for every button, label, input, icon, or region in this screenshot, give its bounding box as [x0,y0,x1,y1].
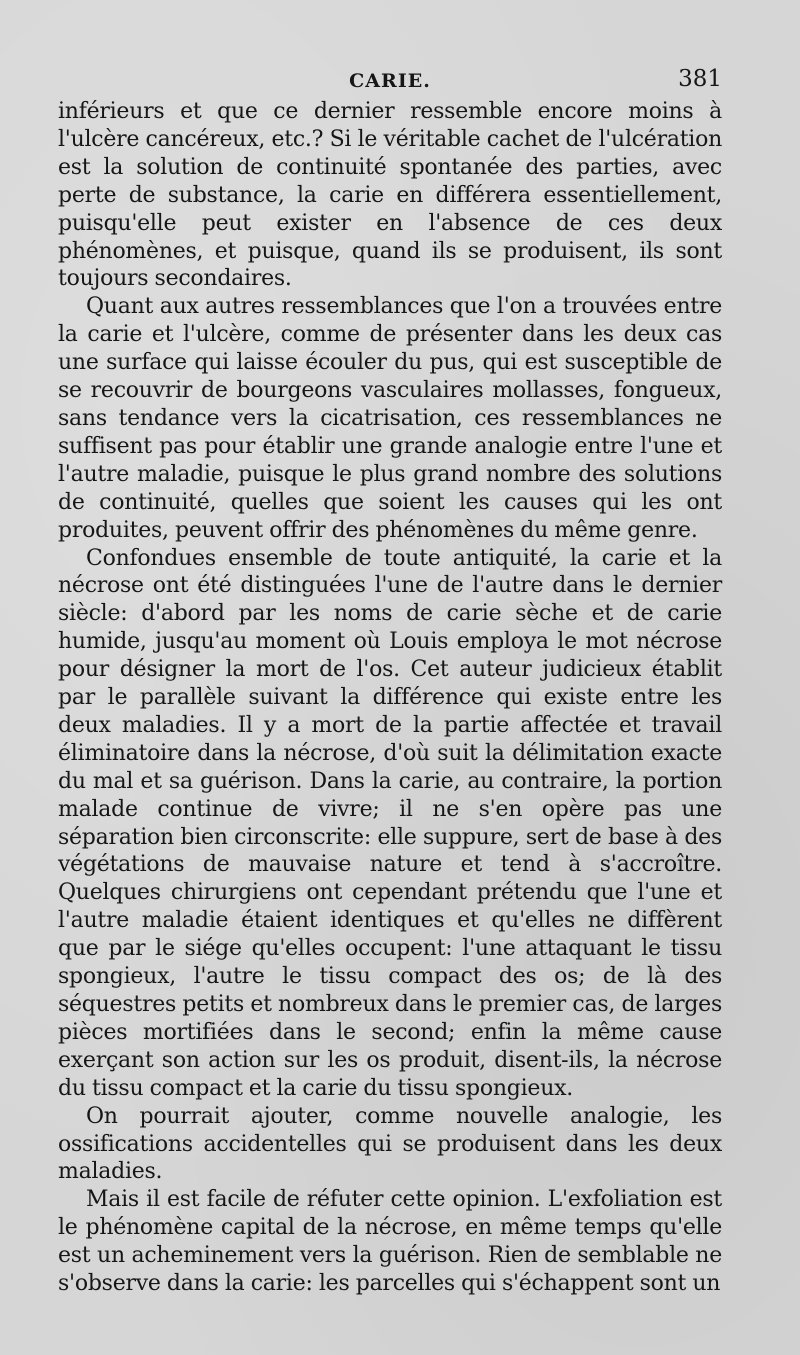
running-title: CARIE. [349,70,431,92]
body-text [58,98,722,1298]
paragraph: Quant aux autres ressemblances que l'on a trouvées entre la carie et l'ulcère, comme de présenter dans les deux cas une surface qui laisse écouler du pus, qui est susceptible de se recouvrir de bourgeons vasculaires mollasses, fongueux, sans tendance vers la cicatrisation, ces ressemblances ne suffisent pas pour établir une grande analogie entre l'une et l'autre maladie, puisque le plus grand nombre des solutions de continuité, quelles que soient les causes qui les ont produites, peuvent offrir des phénomènes du même genre. [58,294,722,543]
paragraph: Confondues ensemble de toute antiquité, la carie et la nécrose ont été distinguées l'une de l'autre dans le dernier siècle: d'abord par les noms de carie sèche et de carie humide, jusqu'au moment où Louis employa le mot nécrose pour désigner la mort de l'os. Cet auteur judicieux établit par le parallèle suivant la différence qui existe entre les deux maladies. Il y a mort de la partie affectée et travail éliminatoire dans la nécrose, d'où suit la délimitation exacte du mal et sa guérison. Dans la carie, au contraire, la portion malade continue de vivre; il ne s'en opère pas une séparation bien circonscrite: elle suppure, sert de base à des végétations de mauvaise nature et tend à s'accroître. Quelques chirurgiens ont cependant prétendu que l'une et l'autre maladie étaient identiques et qu'elles ne diffèrent que par le siége qu'elles occupent: l'une attaquant le tissu spongieux, l'autre le tissu compact des os; de là des séquestres petits et nombreux dans le premier cas, de larges pièces mortifiées dans le second; enfin la même cause exerçant son action sur les os produit, disent-ils, la nécrose du tissu compact et la carie du tissu spongieux. [58,545,722,1101]
paragraph: On pourrait ajouter, comme nouvelle analogie, les ossifications accidentelles qui se produisent dans les deux maladies. [58,1103,722,1185]
running-header [58,62,722,98]
page-number: 381 [678,66,722,92]
paragraph: Mais il est facile de réfuter cette opinion. L'exfoliation est le phénomène capital de la nécrose, en même temps qu'elle est un acheminement vers la guérison. Rien de semblable ne s'observe dans la carie: les parcelles qui s'échappent sont un [58,1187,722,1297]
book-page [58,62,722,1298]
paragraph-continued: inférieurs et que ce dernier ressemble encore moins à l'ulcère cancéreux, etc.? Si le véritable cachet de l'ulcération est la solution de continuité spontanée des parties, avec perte de substance, la carie en différera essentiellement, puisqu'elle peut exister en l'absence de ces deux phénomènes, et puisque, quand ils se produisent, ils sont toujours secondaires. [58,99,722,292]
